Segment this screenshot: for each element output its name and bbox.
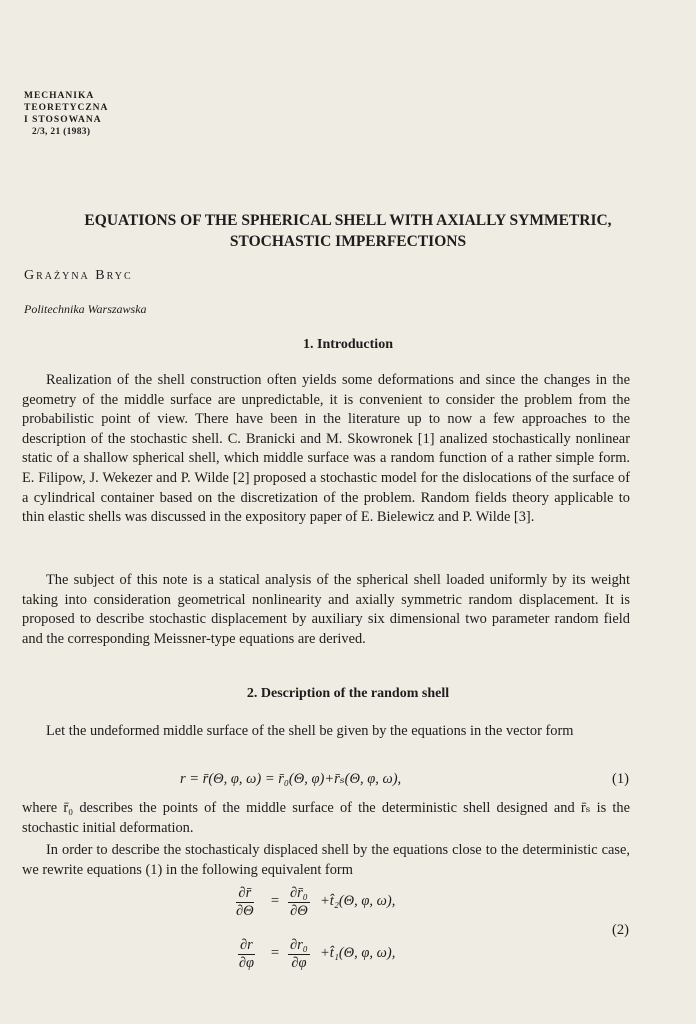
author-name: Grażyna Bryc [24,268,133,283]
eq2-line2-lhs-fraction [238,937,255,972]
eq2-line2-rhs-term: +t̂₁(Θ, φ, ω), [320,945,396,961]
equation-1: r = r̄(Θ, φ, ω) = r̄₀(Θ, φ)+r̄ₛ(Θ, φ, ω), [180,771,402,787]
journal-issue: 2/3, 21 (1983) [32,127,91,137]
section-heading-random-shell: 2. Description of the random shell [246,686,450,701]
paper-title [24,210,672,252]
eq2-line1-rhs-numerator: ∂r̄₀ [290,885,308,901]
eq2-line2-rhs-fraction [288,937,310,972]
eq2-line1-rhs-term: +t̂₂(Θ, φ, ω), [320,893,396,909]
eq2-line1-equals: = [270,893,280,909]
journal-name-line1: MECHANIKA [24,91,95,101]
eq2-line2-equals: = [270,945,280,961]
journal-name-line2: TEORETYCZNA [24,103,109,113]
eq2-line1-lhs-denominator: ∂Θ [236,903,254,919]
eq2-line2-rhs-denominator: ∂φ [291,955,307,971]
section-heading-introduction: 1. Introduction [303,337,393,352]
eq2-line1-rhs-denominator: ∂Θ [290,903,308,919]
equation-2-number: (2) [612,922,629,938]
journal-name-line3: I STOSOWANA [24,115,102,125]
eq2-line2-rhs-numerator: ∂r₀ [290,937,308,953]
paragraph-introduction-1: Realization of the shell construction often yields some deformations and since the changes in the geometry of the middle surface are unpredictable, it is convenient to consider the problem from the probabilistic point of view. There have been in the literature up to now a few approaches to the description of the stochastic shell. C. Branicki and M. Skowronek [1] analized stochastically nonlinear static of a shallow spherical shell, which middle surface was a random function of a rather simple form. E. Filipow, J. Wekezer and P. Wilde [2] proposed a stochastic model for the dislocations of the surface of a cylindrical container based on the discretization of the problem. Random fields theory applicable to thin elastic shells was discussed in the expository paper of E. Bielewicz and P. Wilde [3]. [22,372,630,526]
title-line2: STOCHASTIC IMPERFECTIONS [229,233,467,250]
eq2-line1-rhs-fraction [288,885,310,920]
equation-1-number: (1) [612,771,629,787]
title-line1: EQUATIONS OF THE SPHERICAL SHELL WITH AXIALLY SYMMETRIC, [84,212,612,229]
paragraph-random-shell-3: In order to describe the stochasticaly displaced shell by the equations close to the deterministic case, we rewrite equations (1) in the following equivalent form [22,842,630,878]
paragraph-introduction-2: The subject of this note is a statical analysis of the spherical shell loaded uniformly by its weight taking into consideration geometrical nonlinearity and axially symmetric random displacement. It is proposed to describe stochastic displacement by auxiliary six dimensional two parameter random field and the corresponding Meissner-type equations are derived. [22,572,630,647]
eq2-line1-lhs-fraction [236,885,254,920]
eq2-line2-lhs-denominator: ∂φ [238,955,254,971]
author-affiliation: Politechnika Warszawska [24,302,147,316]
journal-header [24,90,108,138]
eq2-line1-lhs-numerator: ∂r̄ [236,885,254,903]
paragraph-random-shell-2: where r̄₀ describes the points of the middle surface of the deterministic shell designed and r̄ₛ is the stochastic initial deformation. [22,800,630,836]
eq2-line2-lhs-numerator: ∂r [240,937,253,953]
paragraph-random-shell-1: Let the undeformed middle surface of the shell be given by the equations in the vector form [46,723,574,739]
